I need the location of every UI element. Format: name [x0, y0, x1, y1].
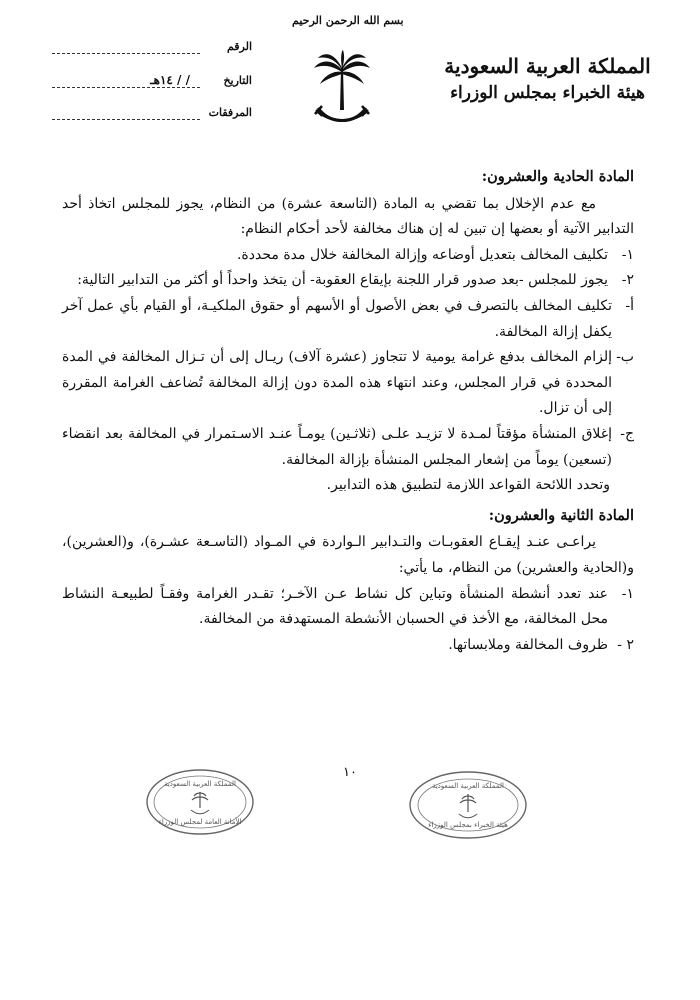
- subitem-text: تكليف المخالف بالتصرف في بعض الأصول أو الأسهم أو حقوق الملكيـة، أو القيام بأي عمل آخر يكفل إزالة المخالفة.: [62, 297, 612, 340]
- article-21-closing: وتحدد اللائحة القواعد اللازمة لتطبيق هذه التدابير.: [326, 477, 610, 494]
- subitem-text: إلزام المخالف بدفع غرامة يومية لا تتجاوز (عشرة آلاف) ريـال إلى أن تـزال المخالفة في المدة المحددة في قرار المجلس، وعند انتهاء هذه المدة دون إزالة المخالفة تُضاعف الغرامة المقررة إلى أن تزال.: [62, 349, 612, 417]
- article-21-item-2: [62, 268, 634, 294]
- seal-left-top-text: المملكة العربية السعودية: [164, 780, 236, 788]
- article-22-heading: المادة الثانية والعشرون:: [488, 506, 634, 524]
- subitem-marker: ب-: [616, 349, 634, 366]
- article-21-subitem-b: [62, 345, 634, 422]
- kingdom-name: المملكة العربية السعودية: [444, 54, 651, 78]
- seal-right-bottom-text: هيئة الخبراء بمجلس الوزراء: [428, 821, 508, 829]
- item-marker: ١-: [621, 585, 634, 602]
- article-22-item-1: [62, 582, 634, 633]
- reference-number-row: [52, 40, 252, 62]
- date-label: التاريخ: [223, 74, 252, 87]
- item-text: عند تعدد أنشطة المنشأة وتباين كل نشاط عـن الآخـر؛ تقـدر الغرامة وفقـاً لطبيعـة النشاط محل المخالفة، مع الأخذ في الحسبان الأنشطة المستهدفة من المخالفة.: [62, 585, 608, 628]
- reference-number-label: الرقم: [226, 40, 252, 53]
- subitem-marker: أ-: [625, 297, 634, 314]
- date-value: / / ١٤هـ: [150, 73, 190, 87]
- item-text: تكليف المخالف بتعديل أوضاعه وإزالة المخالفة خلال مدة محددة.: [236, 246, 608, 263]
- attachments-line: [52, 119, 200, 120]
- item-marker: ٢ -: [617, 636, 634, 653]
- document-body: [62, 158, 634, 658]
- date-row: [52, 74, 252, 96]
- date-line: [52, 87, 200, 88]
- subitem-text: إغلاق المنشأة مؤقتاً لمـدة لا تزيـد علـى (ثلاثـين) يومـاً عنـد الاسـتمرار في المخالفة بعد انقضاء (تسعين) يوماً من إشعار المجلس المنشأة بإزالة المخالفة.: [62, 425, 612, 468]
- secretariat-seal: [145, 768, 255, 836]
- saudi-emblem-icon: [312, 50, 372, 132]
- item-text: يجوز للمجلس -بعد صدور قرار اللجنة بإيقاع العقوبة- أن يتخذ واحداً أو أكثر من التدابير التالية:: [77, 272, 608, 289]
- article-21-subitem-c: [62, 422, 634, 473]
- seal-left-bottom-text: الأمانة العامة لمجلس الوزراء: [158, 818, 242, 826]
- attachments-row: [52, 106, 252, 128]
- article-21-heading: المادة الحادية والعشرون:: [481, 168, 634, 185]
- basmala: بسم الله الرحمن الرحيم: [292, 14, 404, 27]
- experts-seal: [408, 770, 528, 840]
- subitem-marker: ج-: [620, 425, 634, 442]
- article-22-item-2: [62, 633, 634, 659]
- article-21-item-1: [62, 243, 634, 269]
- seal-right-top-text: المملكة العربية السعودية: [432, 782, 504, 790]
- article-21-subitem-a: [62, 294, 634, 345]
- organization-name: [435, 52, 660, 106]
- reference-number-line: [52, 53, 200, 54]
- item-text: ظروف المخالفة وملابساتها.: [448, 636, 608, 653]
- authority-name: هيئة الخبراء بمجلس الوزراء: [450, 83, 645, 103]
- item-marker: ٢-: [621, 272, 634, 289]
- article-22-intro: يراعـى عنـد إيقـاع العقوبـات والتـدابير الـواردة في المـواد (التاسـعة عشـرة)، و(العشرين)، و(الحادية والعشرين) من النظام، ما يأتي:: [62, 534, 634, 576]
- item-marker: ١-: [621, 246, 634, 263]
- article-21-intro: مع عدم الإخلال بما تقضي به المادة (التاسعة عشرة) من النظام، يجوز للمجلس اتخاذ أحد التدابير الآتية أو بعضها إن تبين له إن هناك مخالفة لأحد أحكام النظام:: [62, 195, 634, 238]
- seal-right-icon: [408, 770, 528, 840]
- attachments-label: المرفقات: [208, 106, 252, 119]
- page-number: ١٠: [343, 765, 357, 780]
